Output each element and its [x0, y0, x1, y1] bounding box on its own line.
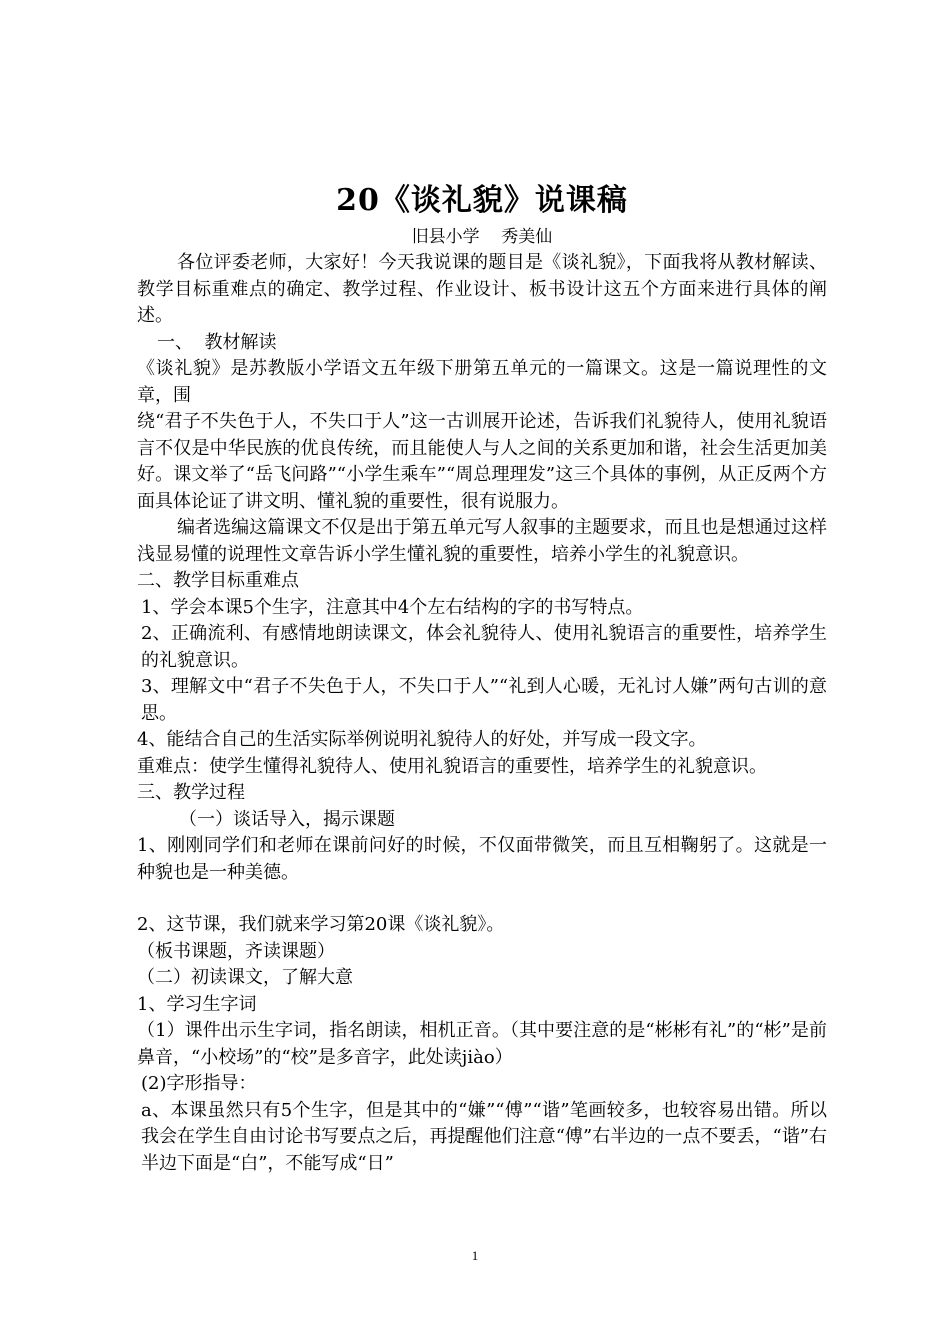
- goal-item-1: 1、学会本课5个生字，注意其中4个左右结构的字的书写特点。: [141, 596, 644, 618]
- step1-paragraph-1: 1、刚刚同学们和老师在课前问好的时候，不仅面带微笑，而且互相鞠躬了。这就是一种貌也是一种美德。: [137, 835, 827, 883]
- goal-item-4: 4、能结合自己的生活实际举例说明礼貌待人的好处，并写成一段文字。: [137, 729, 707, 750]
- step1-paragraph-2: 2、这节课，我们就来学习第20课《谈礼貌》。: [137, 914, 505, 935]
- step1-heading: （一）谈话导入，揭示课题: [179, 808, 395, 830]
- section1-paragraph-2: 编者选编这篇课文不仅是出于第五单元写人叙事的主题要求，而且也是想通过这样浅显易懂的说理性文章告诉小学生懂礼貌的重要性，培养小学生的礼貌意识。: [137, 517, 827, 565]
- section1-paragraph-1b: 绕“君子不失色于人，不失口于人”这一古训展开论述，告诉我们礼貌待人，使用礼貌语言不仅是中华民族的优良传统，而且能使人与人之间的关系更加和谐，社会生活更加美好。课文举了“岳飞问路”“小学生乘车”“周总理理发”这三个具体的事例，从正反两个方面具体论证了讲文明、懂礼貌的重要性，很有说服力。: [137, 411, 827, 512]
- step2-paragraph-2: （1）课件出示生字词，指名朗读，相机正音。（其中要注意的是“彬彬有礼”的“彬”是前鼻音，“小校场”的“校”是多音字，此处读jiào）: [137, 1020, 827, 1068]
- step1-note: （板书课题，齐读课题）: [137, 940, 335, 962]
- section-heading-3: 三、教学过程: [137, 782, 245, 803]
- section1-paragraph-1a: 《谈礼貌》是苏教版小学语文五年级下册第五单元的一篇课文。这是一篇说理性的文章，围: [137, 358, 827, 406]
- section-heading-2: 二、教学目标重难点: [137, 570, 299, 591]
- goal-item-2: 2、正确流利、有感情地朗读课文，体会礼貌待人、使用礼貌语言的重要性，培养学生的礼貌意识。: [141, 623, 827, 671]
- intro-paragraph: 各位评委老师，大家好！今天我说课的题目是《谈礼貌》，下面我将从教材解读、教学目标重难点的确定、教学过程、作业设计、板书设计这五个方面来进行具体的阐述。: [137, 252, 827, 326]
- step2-heading: （二）初读课文，了解大意: [137, 967, 353, 988]
- step2-paragraph-3: (2)字形指导：: [141, 1073, 257, 1094]
- step2-paragraph-1: 1、学习生字词: [137, 993, 257, 1015]
- goal-item-3: 3、理解文中“君子不失色于人，不失口于人”“礼到人心暖，无礼讨人嫌”两句古训的意思。: [141, 676, 827, 724]
- document-body: [137, 182, 827, 1177]
- blank-line: [137, 886, 827, 912]
- step2-paragraph-4: a、本课虽然只有5个生字，但是其中的“嫌”“傅”“谐”笔画较多，也较容易出错。所以我会在学生自由讨论书写要点之后，再提醒他们注意“傅”右半边的一点不要丢，“谐”右半边下面是“白”，不能写成“日”: [141, 1099, 827, 1174]
- author-line: 旧县小学 秀美仙: [411, 227, 553, 247]
- page-number: 1: [471, 1248, 479, 1263]
- document-title: 20《谈礼貌》说课稿: [336, 183, 628, 218]
- section-heading-1: 一、 教材解读: [157, 331, 277, 353]
- key-points: 重难点：使学生懂得礼貌待人、使用礼貌语言的重要性，培养学生的礼貌意识。: [137, 755, 767, 777]
